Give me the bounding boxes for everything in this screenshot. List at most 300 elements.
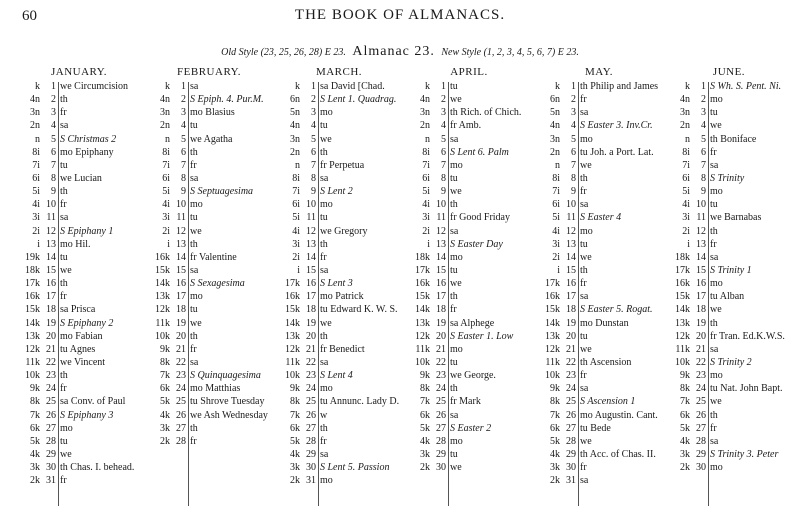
day-entry: we (580, 435, 592, 447)
day-number: 22 (436, 356, 446, 368)
day-number: 6 (51, 146, 56, 158)
calendar-row (150, 395, 274, 408)
day-entry: tu (710, 199, 718, 211)
day-number: 27 (46, 422, 56, 434)
calendar-row (410, 382, 534, 395)
day-number: 13 (436, 238, 446, 250)
day-number: 27 (176, 422, 186, 434)
dominical-letter: 4i (32, 199, 40, 211)
day-entry: mo (320, 475, 333, 487)
day-entry: S Easter 2 (450, 422, 492, 434)
day-entry: tu (190, 304, 198, 316)
dominical-letter: 2k (550, 475, 560, 487)
calendar-row (670, 159, 794, 172)
day-entry: S Lent 6. Palm (450, 146, 509, 158)
day-entry: mo Blasius (190, 107, 235, 119)
day-number: 25 (306, 396, 316, 408)
dominical-letter: 13k (285, 330, 300, 342)
day-number: 19 (696, 317, 706, 329)
day-number: 5 (441, 133, 446, 145)
day-number: 19 (46, 317, 56, 329)
calendar-row (670, 290, 794, 303)
day-number: 3 (51, 107, 56, 119)
dominical-letter: 17k (415, 264, 430, 276)
calendar-row (150, 356, 274, 369)
calendar-row (670, 80, 794, 93)
calendar-row (280, 159, 404, 172)
calendar-row (280, 422, 404, 435)
calendar-row (150, 303, 274, 316)
calendar-row (150, 409, 274, 422)
dominical-letter: 7i (422, 159, 430, 171)
day-entry: mo (710, 278, 723, 290)
calendar-row (20, 133, 144, 146)
dominical-letter: k (295, 81, 300, 92)
day-entry: sa (320, 172, 329, 184)
calendar-row (670, 93, 794, 106)
dominical-letter: 11k (155, 317, 170, 329)
day-entry: th (190, 422, 198, 434)
day-entry: S Lent 2 (320, 186, 353, 198)
day-number: 18 (566, 304, 576, 316)
dominical-letter: 2n (30, 120, 40, 132)
day-entry: we (60, 448, 72, 460)
dominical-letter: 16k (415, 278, 430, 290)
calendar-row (150, 159, 274, 172)
dominical-letter: 8k (290, 396, 300, 408)
calendar-row (670, 303, 794, 316)
dominical-letter: 8k (420, 383, 430, 395)
day-number: 19 (176, 317, 186, 329)
day-number: 23 (696, 370, 706, 382)
calendar-row (150, 80, 274, 93)
day-entry: mo Patrick (320, 291, 364, 303)
day-number: 3 (311, 107, 316, 119)
day-number: 24 (566, 383, 576, 395)
dominical-letter: 3k (30, 462, 40, 474)
dominical-letter: 14k (415, 304, 430, 316)
almanac-number: Almanac 23. (352, 44, 435, 59)
day-number: 2 (311, 94, 316, 106)
page-title: THE BOOK OF ALMANACS. (294, 7, 506, 23)
dominical-letter: 9k (160, 343, 170, 355)
calendar-row (410, 238, 534, 251)
day-entry: S Trinity 3. Peter (710, 448, 779, 460)
dominical-letter: 8i (682, 146, 690, 158)
day-number: 17 (436, 291, 446, 303)
calendar-row (410, 198, 534, 211)
day-number: 25 (176, 396, 186, 408)
almanac-subtitle (0, 44, 800, 60)
day-number: 21 (176, 343, 186, 355)
dominical-letter: 13k (155, 291, 170, 303)
day-number: 7 (441, 159, 446, 171)
day-entry: S Wh. S. Pent. Ni. (710, 81, 782, 92)
day-number: 24 (46, 383, 56, 395)
dominical-letter: n (35, 133, 40, 145)
calendar-row (20, 277, 144, 290)
dominical-letter: 2i (162, 225, 170, 237)
dominical-letter: 4i (292, 225, 300, 237)
calendar-row (670, 172, 794, 185)
calendar-row (20, 119, 144, 132)
day-entry: S Easter 3. Inv.Cr. (580, 120, 653, 132)
day-entry: S Trinity 2 (710, 356, 752, 368)
month-header: MAY. (585, 66, 613, 78)
day-entry: th (190, 146, 198, 158)
calendar-row (670, 369, 794, 382)
day-entry: th (710, 317, 718, 329)
dominical-letter: 14k (155, 278, 170, 290)
day-number: 28 (566, 435, 576, 447)
calendar-row (540, 159, 664, 172)
month-column (670, 80, 794, 474)
calendar-row (280, 409, 404, 422)
dominical-letter: 8k (30, 396, 40, 408)
day-number: 29 (306, 448, 316, 460)
dominical-letter: 11k (545, 356, 560, 368)
dominical-letter: 7i (552, 186, 560, 198)
day-entry: sa (190, 81, 199, 92)
dominical-letter: 2k (30, 475, 40, 487)
calendar-row (410, 369, 534, 382)
dominical-letter: 5k (680, 422, 690, 434)
dominical-letter: k (165, 81, 170, 92)
dominical-letter: 8i (32, 146, 40, 158)
day-entry: th Acc. of Chas. II. (580, 448, 656, 460)
day-entry: mo (450, 159, 463, 171)
calendar-row (150, 93, 274, 106)
day-entry: sa (580, 475, 589, 487)
day-number: 8 (441, 172, 446, 184)
day-entry: fr (450, 304, 457, 316)
day-number: 23 (436, 370, 446, 382)
day-entry: tu (320, 212, 328, 224)
day-entry: sa (190, 172, 199, 184)
day-entry: th Boniface (710, 133, 757, 145)
dominical-letter: 16k (155, 251, 170, 263)
calendar-row (280, 106, 404, 119)
day-number: 2 (701, 94, 706, 106)
dominical-letter: 5i (32, 186, 40, 198)
day-entry: th (190, 238, 198, 250)
day-entry: sa Conv. of Paul (60, 396, 126, 408)
calendar-row (540, 448, 664, 461)
day-entry: tu (580, 238, 588, 250)
calendar-row (150, 382, 274, 395)
day-number: 7 (571, 159, 576, 171)
calendar-row (150, 198, 274, 211)
day-entry: mo Fabian (60, 330, 103, 342)
calendar-row (150, 369, 274, 382)
dominical-letter: 18k (415, 251, 430, 263)
calendar-row (280, 172, 404, 185)
dominical-letter: 4n (290, 120, 300, 132)
dominical-letter: 2n (420, 120, 430, 132)
dominical-letter: 16k (25, 291, 40, 303)
dominical-letter: 14k (25, 317, 40, 329)
day-number: 15 (566, 264, 576, 276)
day-entry: we Agatha (190, 133, 233, 145)
day-entry: sa (580, 291, 589, 303)
day-entry: S Septuagesima (190, 186, 254, 198)
day-entry: fr (580, 186, 587, 198)
dominical-letter: 6k (680, 409, 690, 421)
calendar-row (410, 225, 534, 238)
calendar-row (410, 106, 534, 119)
calendar-row (20, 185, 144, 198)
day-entry: tu (450, 264, 458, 276)
dominical-letter: 15k (25, 304, 40, 316)
day-entry: mo Augustin. Cant. (580, 409, 658, 421)
calendar-row (280, 198, 404, 211)
day-number: 22 (176, 356, 186, 368)
day-entry: fr (60, 199, 67, 211)
day-entry: fr Valentine (190, 251, 237, 263)
day-number: 22 (46, 356, 56, 368)
day-entry: mo (190, 199, 203, 211)
day-number: 18 (176, 304, 186, 316)
day-number: 26 (566, 409, 576, 421)
dominical-letter: 3n (160, 107, 170, 119)
dominical-letter: 6k (550, 422, 560, 434)
calendar-row (670, 264, 794, 277)
calendar-row (540, 80, 664, 93)
dominical-letter: 4n (420, 94, 430, 106)
day-entry: th (580, 172, 588, 184)
calendar-row (280, 303, 404, 316)
dominical-letter: 7k (30, 409, 40, 421)
day-entry: mo Matthias (190, 383, 241, 395)
day-number: 16 (436, 278, 446, 290)
dominical-letter: 17k (545, 278, 560, 290)
day-number: 3 (181, 107, 186, 119)
day-entry: fr (190, 159, 197, 171)
day-entry: tu (60, 435, 68, 447)
month-header: JUNE. (712, 66, 746, 78)
dominical-letter: 9k (550, 383, 560, 395)
day-entry: fr Perpetua (320, 159, 365, 171)
calendar-row (540, 172, 664, 185)
dominical-letter: 4k (550, 448, 560, 460)
calendar-row (20, 317, 144, 330)
dominical-letter: 6i (292, 199, 300, 211)
day-entry: sa (320, 356, 329, 368)
calendar-row (20, 356, 144, 369)
calendar-row (150, 343, 274, 356)
dominical-letter: 2i (32, 225, 40, 237)
day-number: 28 (46, 435, 56, 447)
dominical-letter: 3k (160, 422, 170, 434)
dominical-letter: 2i (422, 225, 430, 237)
day-number: 21 (566, 343, 576, 355)
day-entry: we (710, 304, 722, 316)
dominical-letter: 13k (25, 330, 40, 342)
day-number: 28 (696, 435, 706, 447)
day-entry: mo Hil. (60, 238, 91, 250)
day-entry: S Trinity 1 (710, 264, 752, 276)
day-number: 8 (51, 172, 56, 184)
calendar-row (20, 251, 144, 264)
calendar-row (20, 461, 144, 474)
calendar-row (540, 303, 664, 316)
dominical-letter: 8i (292, 172, 300, 184)
dominical-letter: 12k (285, 343, 300, 355)
day-entry: S Christmas 2 (60, 133, 117, 145)
day-number: 2 (181, 94, 186, 106)
day-entry: S Epiphany 1 (60, 225, 114, 237)
dominical-letter: 10k (415, 356, 430, 368)
day-number: 5 (701, 133, 706, 145)
dominical-letter: 17k (25, 278, 40, 290)
day-number: 16 (46, 278, 56, 290)
day-entry: tu (60, 251, 68, 263)
day-number: 9 (571, 186, 576, 198)
calendar-row (540, 461, 664, 474)
calendar-row (670, 238, 794, 251)
day-entry: tu Bede (580, 422, 611, 434)
dominical-letter: 8i (162, 146, 170, 158)
dominical-letter: 16k (545, 291, 560, 303)
day-entry: tu (190, 212, 198, 224)
day-number: 30 (306, 462, 316, 474)
calendar-row (410, 133, 534, 146)
day-entry: sa (580, 107, 589, 119)
dominical-letter: 6i (422, 172, 430, 184)
calendar-row (410, 93, 534, 106)
dominical-letter: 8k (550, 396, 560, 408)
dominical-letter: 5i (422, 186, 430, 198)
dominical-letter: 6n (290, 94, 300, 106)
day-entry: we Barnabas (710, 212, 762, 224)
dominical-letter: 4k (420, 435, 430, 447)
day-entry: we (190, 317, 202, 329)
day-number: 31 (306, 475, 316, 487)
day-number: 12 (306, 225, 316, 237)
calendar-row (670, 435, 794, 448)
day-number: 4 (571, 120, 576, 132)
dominical-letter: 5i (162, 186, 170, 198)
dominical-letter: 14k (675, 304, 690, 316)
day-entry: we (450, 278, 462, 290)
dominical-letter: 6i (162, 172, 170, 184)
calendar-row (150, 133, 274, 146)
day-number: 11 (696, 212, 706, 224)
day-number: 11 (566, 212, 576, 224)
dominical-letter: 4n (680, 94, 690, 106)
month-header: MARCH. (315, 66, 363, 78)
day-number: 7 (311, 159, 316, 171)
dominical-letter: 3k (550, 462, 560, 474)
day-entry: S Easter Day (450, 238, 503, 250)
day-entry: we (190, 225, 202, 237)
calendar-row (20, 474, 144, 487)
day-number: 25 (566, 396, 576, 408)
day-entry: mo (710, 186, 723, 198)
day-number: 16 (306, 278, 316, 290)
calendar-row (280, 343, 404, 356)
calendar-row (540, 343, 664, 356)
day-number: 14 (46, 251, 56, 263)
day-number: 23 (566, 370, 576, 382)
calendar-row (280, 119, 404, 132)
calendar-row (280, 238, 404, 251)
dominical-letter: i (167, 238, 170, 250)
day-number: 26 (46, 409, 56, 421)
calendar-row (20, 238, 144, 251)
day-entry: S Easter 4 (580, 212, 622, 224)
day-number: 30 (436, 462, 446, 474)
calendar-row (540, 198, 664, 211)
day-entry: tu Nat. John Bapt. (710, 383, 783, 395)
day-number: 14 (306, 251, 316, 263)
calendar-row (280, 356, 404, 369)
day-entry: th (320, 422, 328, 434)
dominical-letter: 4i (422, 199, 430, 211)
dominical-letter: 2n (550, 146, 560, 158)
day-entry: tu (320, 120, 328, 132)
calendar-row (20, 93, 144, 106)
day-number: 8 (571, 172, 576, 184)
dominical-letter: 11k (285, 356, 300, 368)
calendar-row (670, 185, 794, 198)
day-entry: sa (450, 409, 459, 421)
page-number: 60 (22, 8, 37, 24)
calendar-row (20, 264, 144, 277)
calendar-row (20, 409, 144, 422)
calendar-row (670, 461, 794, 474)
dominical-letter: 3k (680, 448, 690, 460)
calendar-row (410, 264, 534, 277)
calendar-row (540, 409, 664, 422)
day-entry: sa (60, 120, 69, 132)
day-number: 1 (51, 81, 56, 92)
day-number: 5 (311, 133, 316, 145)
calendar-row (150, 277, 274, 290)
calendar-row (280, 474, 404, 487)
day-entry: fr (60, 107, 67, 119)
month-column (20, 80, 144, 487)
dominical-letter: 7k (160, 370, 170, 382)
day-entry: mo (450, 435, 463, 447)
calendar-row (670, 422, 794, 435)
day-entry: mo Dunstan (580, 317, 629, 329)
dominical-letter: 4k (290, 448, 300, 460)
calendar-row (540, 119, 664, 132)
dominical-letter: n (555, 159, 560, 171)
calendar-row (540, 356, 664, 369)
day-entry: tu Agnes (60, 343, 96, 355)
dominical-letter: 4k (160, 409, 170, 421)
day-number: 14 (696, 251, 706, 263)
day-entry: we (450, 462, 462, 474)
day-entry: mo (710, 462, 723, 474)
day-entry: sa (710, 159, 719, 171)
dominical-letter: 3i (552, 238, 560, 250)
calendar-row (150, 317, 274, 330)
dominical-letter: 7i (292, 186, 300, 198)
calendar-row (20, 159, 144, 172)
day-number: 15 (176, 264, 186, 276)
day-entry: th (60, 94, 68, 106)
calendar-row (410, 317, 534, 330)
day-entry: we (60, 264, 72, 276)
day-entry: we (580, 343, 592, 355)
calendar-row (540, 93, 664, 106)
day-entry: th Rich. of Chich. (450, 107, 522, 119)
day-number: 27 (436, 422, 446, 434)
day-number: 24 (176, 383, 186, 395)
